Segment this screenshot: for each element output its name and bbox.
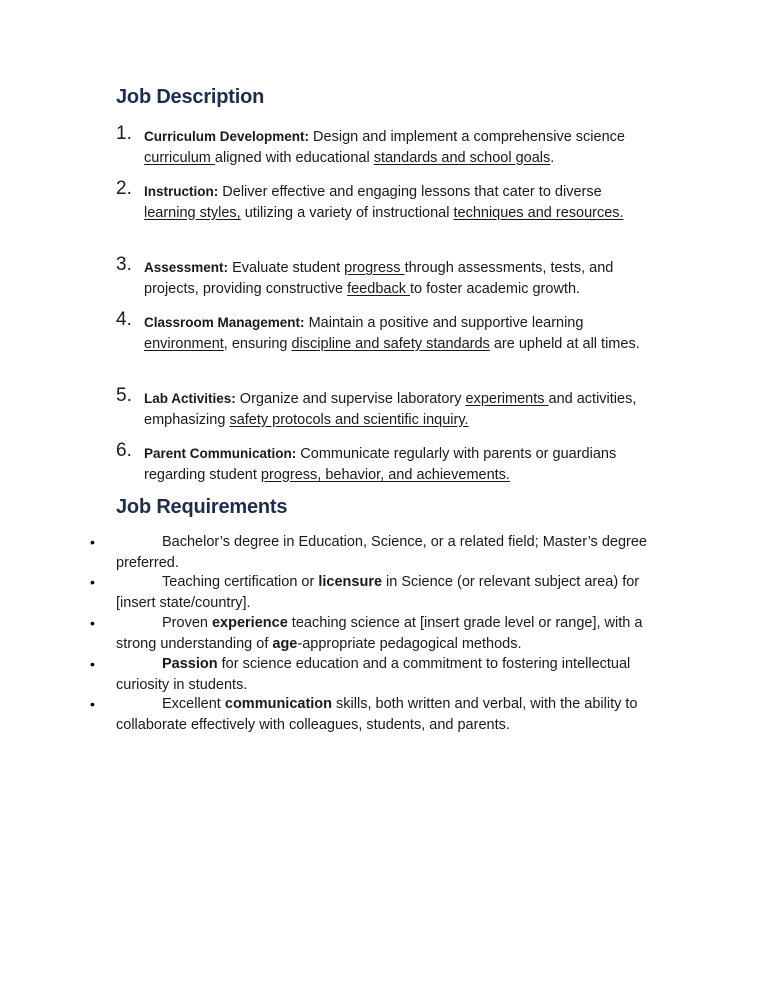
duty-item — [116, 254, 656, 299]
list-number: 2. — [116, 178, 132, 199]
requirement-item: • Excellent communication skills, both written and verbal, with the ability to collaborate effectively with colleagues, students, and parents. — [90, 696, 638, 733]
bullet-icon: • — [90, 534, 95, 550]
duty-item — [116, 440, 656, 485]
duty-lead: Classroom Management: — [144, 315, 305, 330]
linked-term: curriculum — [144, 149, 215, 166]
bullet-icon: • — [90, 696, 95, 712]
list-number: 1. — [116, 123, 132, 144]
duty-lead: Instruction: — [144, 184, 219, 199]
duty-lead: Lab Activities: — [144, 391, 236, 406]
linked-term: learning styles, — [144, 204, 241, 221]
duty-lead: Assessment: — [144, 260, 229, 275]
job-description-heading: Job Description — [116, 86, 265, 108]
bullet-icon: • — [90, 656, 95, 672]
duty-item — [116, 178, 656, 223]
linked-term: discipline and safety standards — [291, 335, 490, 352]
requirement-item: • Passion for science education and a commitment to fostering intellectual curiosity in students. — [90, 656, 631, 693]
bullet-icon: • — [90, 574, 95, 590]
duty-text: Classroom Management: Maintain a positive and supportive learning environment, ensuring discipline and safety standards are upheld at all times. — [144, 315, 640, 352]
linked-term: safety protocols and scientific inquiry. — [229, 411, 469, 428]
linked-term: progress — [344, 260, 405, 276]
linked-term: feedback — [347, 280, 410, 297]
list-number: 5. — [116, 385, 132, 406]
duty-item — [116, 309, 656, 354]
requirement-item: • Proven experience teaching science at [insert grade level or range], with a strong understanding of age-appropriate pedagogical methods. — [90, 615, 643, 652]
job-requirements-heading: Job Requirements — [116, 496, 288, 518]
linked-term: environment — [144, 335, 224, 352]
linked-term: techniques and resources. — [453, 204, 624, 221]
duty-text: Assessment: Evaluate student progress through assessments, tests, and projects, providing constructive feedback to foster academic growth. — [144, 260, 614, 297]
duty-item — [116, 385, 656, 430]
requirement-item: • Bachelor’s degree in Education, Science, or a related field; Master’s degree preferred. — [90, 534, 647, 571]
linked-term: standards and school goals — [373, 149, 551, 166]
duty-text: Instruction: Deliver effective and engaging lessons that cater to diverse learning styles, utilizing a variety of instructional techniques and resources. — [144, 184, 624, 221]
bullet-icon: • — [90, 615, 95, 631]
list-number: 4. — [116, 309, 132, 330]
duty-text: Curriculum Development: Design and implement a comprehensive science curriculum aligned with educational standards and school goals. — [144, 129, 625, 166]
duty-text: Lab Activities: Organize and supervise laboratory experiments and activities, emphasizing safety protocols and scientific inquiry. — [144, 391, 637, 428]
duty-lead: Curriculum Development: — [144, 129, 310, 144]
linked-term: experiments — [465, 391, 549, 407]
list-number: 3. — [116, 254, 132, 275]
list-number: 6. — [116, 440, 132, 461]
requirement-item: • Teaching certification or licensure in Science (or relevant subject area) for [insert state/country]. — [90, 574, 640, 611]
linked-term: progress, behavior, and achievements. — [260, 466, 510, 483]
duty-text: Parent Communication: Communicate regularly with parents or guardians regarding student progress, behavior, and achievements. — [144, 446, 617, 483]
duty-item — [116, 123, 656, 168]
duty-lead: Parent Communication: — [144, 446, 297, 461]
